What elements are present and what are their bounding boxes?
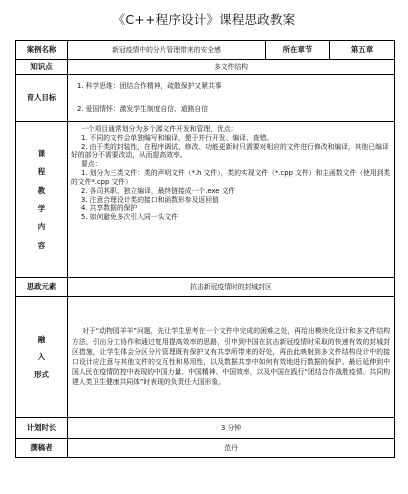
content-line: 2. 由于类的封装性，在程序调试、修改、功能更新时只需要对相应的文件进行修改和编译，其他已编译好的部分不需要改动，从而提高效率。 xyxy=(71,142,389,160)
content-label-char: 教 xyxy=(37,185,46,195)
objectives-cell xyxy=(68,75,395,122)
content-line: 1. 不同的文件会单独编写和编译，便于并行开发、编译、查错。 xyxy=(81,133,274,142)
duration-label: 计划时长 xyxy=(16,418,68,439)
integration-row xyxy=(16,297,395,418)
content-line: 2. 各司其职、独立编译，最终链接成一个.exe 文件 xyxy=(81,186,236,195)
objective-line: 1. 科学思维：团结合作精神，疏散保护又紧共事 xyxy=(77,82,222,91)
content-label xyxy=(16,122,68,278)
content-cell xyxy=(68,122,395,278)
content-label-char: 容 xyxy=(37,240,46,250)
content-line: 4. 共享数据的保护 xyxy=(81,204,138,213)
ideology-row xyxy=(16,278,395,297)
lesson-plan-table xyxy=(15,40,395,458)
document-title: 《C++程序设计》课程思政教案 xyxy=(112,12,296,27)
knowledge-label: 知识点 xyxy=(16,60,68,75)
duration-row xyxy=(16,418,395,439)
integration-label-char: 融 xyxy=(37,334,46,344)
content-line: 5. 如何避免多次引入同一头文件 xyxy=(81,213,179,222)
content-line: 一个项目通常划分为多个源文件开发和管理，优点： xyxy=(81,125,238,133)
chapter-label: 所在章节 xyxy=(266,41,330,60)
knowledge-row xyxy=(16,60,395,75)
case-name-label: 案例名称 xyxy=(16,41,68,60)
author-value: 范丹 xyxy=(68,439,395,458)
content-line: 1. 划分为三类文件：类的声明文件（*.h 文件），类的实现文件（*.cpp 文件）和主函数文件（使用到类的文件*.cpp 文件） xyxy=(71,169,391,186)
author-label: 撰稿者 xyxy=(16,439,68,458)
chapter-value: 第五章 xyxy=(330,41,395,60)
content-label-char: 学 xyxy=(37,204,46,213)
author-row xyxy=(16,439,395,458)
integration-label xyxy=(16,297,68,418)
ideology-value: 抗击新冠疫情时的封城封区 xyxy=(68,278,395,297)
knowledge-value: 多文件结构 xyxy=(68,60,395,75)
content-row xyxy=(16,122,395,278)
objectives-row xyxy=(16,75,395,122)
content-line: 要点： xyxy=(81,160,102,169)
ideology-label: 思政元素 xyxy=(16,278,68,297)
content-label-char: 内 xyxy=(37,222,46,232)
objective-line: 2. 爱国情怀：激发学生制度自信、道路自信 xyxy=(77,105,208,113)
duration-value: 3 分钟 xyxy=(68,418,395,439)
integration-label-char: 入 xyxy=(37,352,46,362)
integration-text: 对于“动物园羊羊”问题，先让学生思考在一个文件中完成的困难之处，再给出模块化设计和多文件结构方法，引出分工协作和通过复用提高效率的思路，引申到中国在抗击新冠疫情时采取的快速有效的封城封区措施，让学生体会分区分片管理既有保护又有共享所带来的好处，再由此映射到多文件结构设计中的接口设计应注意与其他文件的交互性和易用性，以及数据共享中如何有效地进行数据的保护。最后延伸到中国人民在疫情防控中表现的中国力量、中国精神、中国效率，以及中国在践行“团结合作战胜疫情、共同构建人类卫生健康共同体”时表现的负责任大国形象。 xyxy=(68,297,395,418)
case-name-row xyxy=(16,41,395,60)
case-name-value: 新冠疫情中的分片管理带来的安全感 xyxy=(68,41,266,60)
content-label-char: 程 xyxy=(37,167,46,177)
content-label-char: 课 xyxy=(37,148,46,158)
objectives-label: 育人目标 xyxy=(16,75,68,122)
content-line: 3. 注意合理设计类的接口和函数形参及返回值 xyxy=(81,195,219,204)
integration-label-char: 形式 xyxy=(34,369,49,379)
